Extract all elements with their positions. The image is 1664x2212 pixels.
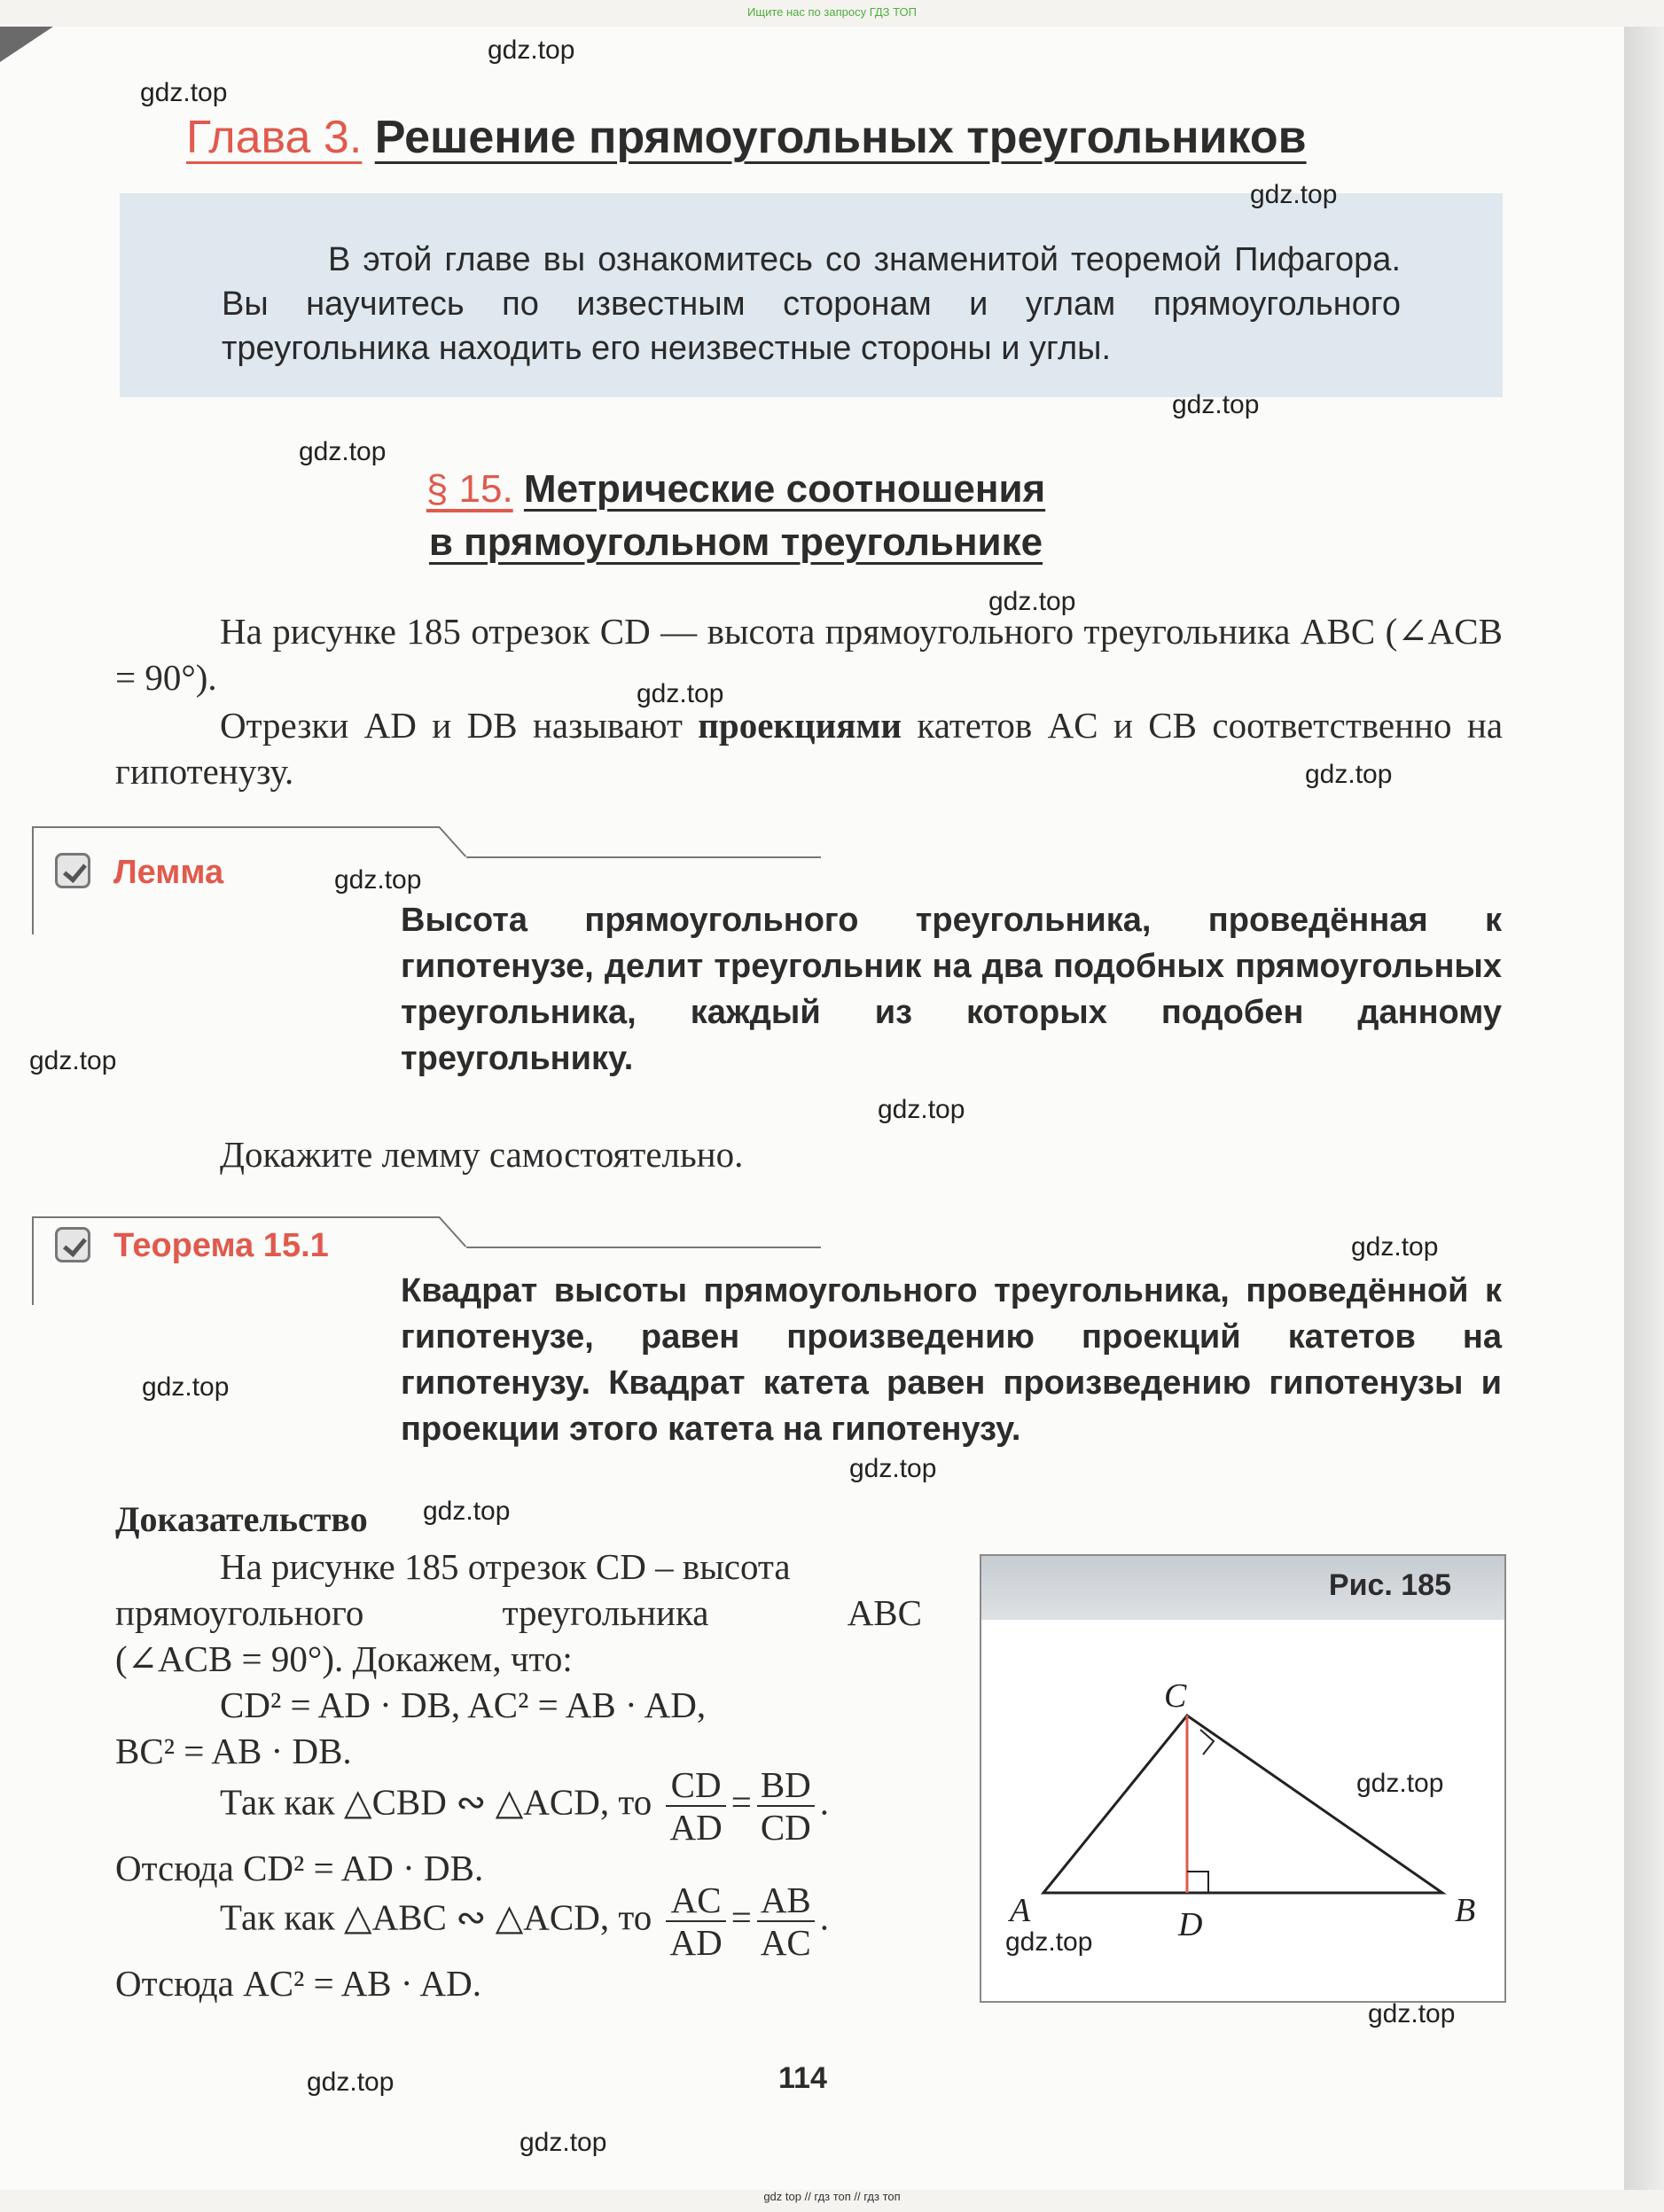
- proof-step-2: [220, 1880, 829, 1963]
- proof-result-2: Отсюда AC² = AB · AD.: [115, 1963, 482, 2004]
- paragraph-1: На рисунке 185 отрезок CD — высота прямоугольного треугольника ABC (∠ACB = 90°).: [115, 611, 1503, 698]
- watermark: gdz.top: [878, 1095, 965, 1124]
- fraction-numerator: BD: [757, 1764, 815, 1807]
- fraction-denominator: AD: [669, 1922, 723, 1963]
- theorem-frame-left: [32, 1216, 34, 1305]
- proof-line-2: прямоугольного треугольника ABC: [115, 1592, 922, 1633]
- page-edge-shadow: [1624, 27, 1664, 2190]
- watermark: gdz.top: [140, 78, 228, 107]
- proof-result-1: Отсюда CD² = AD · DB.: [115, 1848, 484, 1888]
- page-corner-fold: [0, 27, 53, 62]
- watermark: gdz.top: [988, 587, 1076, 616]
- theorem-frame-underline: [466, 1247, 821, 1248]
- fraction-denominator: CD: [760, 1807, 811, 1848]
- point-a-label: A: [1010, 1892, 1031, 1929]
- proof-line-3: (∠ACB = 90°). Докажем, что:: [115, 1638, 573, 1679]
- fraction-numerator: AC: [666, 1880, 725, 1922]
- point-d-label: D: [1178, 1906, 1203, 1943]
- lemma-followup: Докажите лемму самостоятельно.: [220, 1134, 744, 1175]
- top-banner: Ищите нас по запросу ГДЗ ТОП: [747, 5, 917, 19]
- watermark: gdz.top: [299, 437, 387, 466]
- triangle-abc: [1043, 1716, 1442, 1893]
- chapter-name: Решение прямоугольных треугольников: [374, 112, 1307, 163]
- theorem-statement: Квадрат высоты прямоугольного треугольника, проведённой к гипотенузе, равен произведению проекций катетов на гипотенузу. Квадрат катета равен произведению гипотенузы и проекции этого катета на гипотенузу.: [401, 1272, 1502, 1448]
- watermark: gdz.top: [1005, 1927, 1093, 1957]
- intro-text: В этой главе вы ознакомитесь со знаменитой теоремой Пифагора. Вы научитесь по известным сторонам и углам прямоугольного треугольника находить его неизвестные стороны и углы.: [222, 241, 1401, 367]
- watermark: gdz.top: [1351, 1232, 1439, 1262]
- watermark: gdz.top: [1356, 1769, 1444, 1798]
- point-c-label: C: [1164, 1677, 1187, 1715]
- chapter-title: [186, 111, 1307, 164]
- proof-heading: Доказательство: [115, 1499, 368, 1539]
- watermark: gdz.top: [1172, 390, 1260, 419]
- proof-line-1: На рисунке 185 отрезок CD – высота: [220, 1546, 791, 1587]
- section-title: [293, 463, 1179, 569]
- point-b-label: B: [1455, 1892, 1476, 1929]
- fraction-bd-cd: [757, 1764, 815, 1848]
- watermark: gdz.top: [142, 1372, 230, 1402]
- theorem-frame-top: [32, 1216, 440, 1218]
- watermark: gdz.top: [307, 2067, 395, 2097]
- section-title-line2: в прямоугольном треугольнике: [428, 520, 1043, 564]
- watermark: gdz.top: [1250, 180, 1338, 209]
- fraction-denominator: AC: [760, 1922, 811, 1963]
- watermark: gdz.top: [1368, 1999, 1456, 2028]
- equals-sign: =: [730, 1896, 752, 1938]
- bottom-banner: gdz top // гдз топ // гдз топ: [763, 2190, 901, 2203]
- watermark: gdz.top: [488, 35, 575, 65]
- lemma-frame-left: [32, 826, 34, 934]
- paragraph-2: [115, 702, 1503, 794]
- figure-label: Рис. 185: [1328, 1568, 1451, 1602]
- theorem-label: Теорема 15.1: [113, 1227, 329, 1264]
- watermark: gdz.top: [423, 1497, 511, 1526]
- lemma-frame-top: [32, 826, 440, 828]
- watermark: gdz.top: [849, 1454, 937, 1483]
- paragraph-2-after: катетов AC и CB соответственно на гипотенузу.: [115, 705, 1504, 792]
- lemma-frame-underline: [466, 856, 821, 858]
- paragraph-2-term: проекциями: [698, 705, 902, 746]
- watermark: gdz.top: [29, 1046, 117, 1075]
- fraction-numerator: AB: [757, 1880, 815, 1922]
- fraction-numerator: CD: [666, 1764, 725, 1807]
- page-number: 114: [778, 2061, 827, 2095]
- proof-line-5: BC² = AB · DB.: [115, 1731, 352, 1771]
- right-angle-mark-d: [1187, 1872, 1208, 1893]
- proof-step-2-text: Так как △ABC ∾ △ACD, то: [220, 1896, 652, 1938]
- proof-step-1-text: Так как △CBD ∾ △ACD, то: [220, 1781, 652, 1823]
- lemma-statement: Высота прямоугольного треугольника, проведённая к гипотенузе, делит треугольник на два подобных прямоугольных треугольника, каждый из которых подобен данному треугольнику.: [401, 902, 1502, 1077]
- section-title-line1: Метрические соотношения: [523, 467, 1046, 511]
- watermark: gdz.top: [637, 679, 724, 708]
- watermark: gdz.top: [334, 865, 422, 895]
- lemma-label: Лемма: [113, 854, 224, 891]
- fraction-ac-ad: [666, 1880, 725, 1963]
- watermark: gdz.top: [520, 2128, 607, 2157]
- period: .: [819, 1781, 830, 1823]
- section-number: § 15.: [426, 467, 513, 511]
- fraction-denominator: AD: [669, 1807, 723, 1848]
- fraction-cd-ad: [666, 1764, 725, 1848]
- proof-step-1: [220, 1764, 829, 1848]
- proof-line-4: CD² = AD · DB, AC² = AB · AD,: [220, 1684, 707, 1725]
- equals-sign: =: [730, 1781, 752, 1823]
- period: .: [819, 1896, 830, 1938]
- paragraph-2-before: Отрезки AD и DB называют: [220, 705, 683, 746]
- watermark: gdz.top: [1305, 760, 1393, 789]
- checkbox-icon: [55, 853, 90, 888]
- checkbox-icon: [55, 1227, 90, 1262]
- chapter-number: Глава 3.: [186, 112, 363, 163]
- fraction-ab-ac: [757, 1880, 815, 1963]
